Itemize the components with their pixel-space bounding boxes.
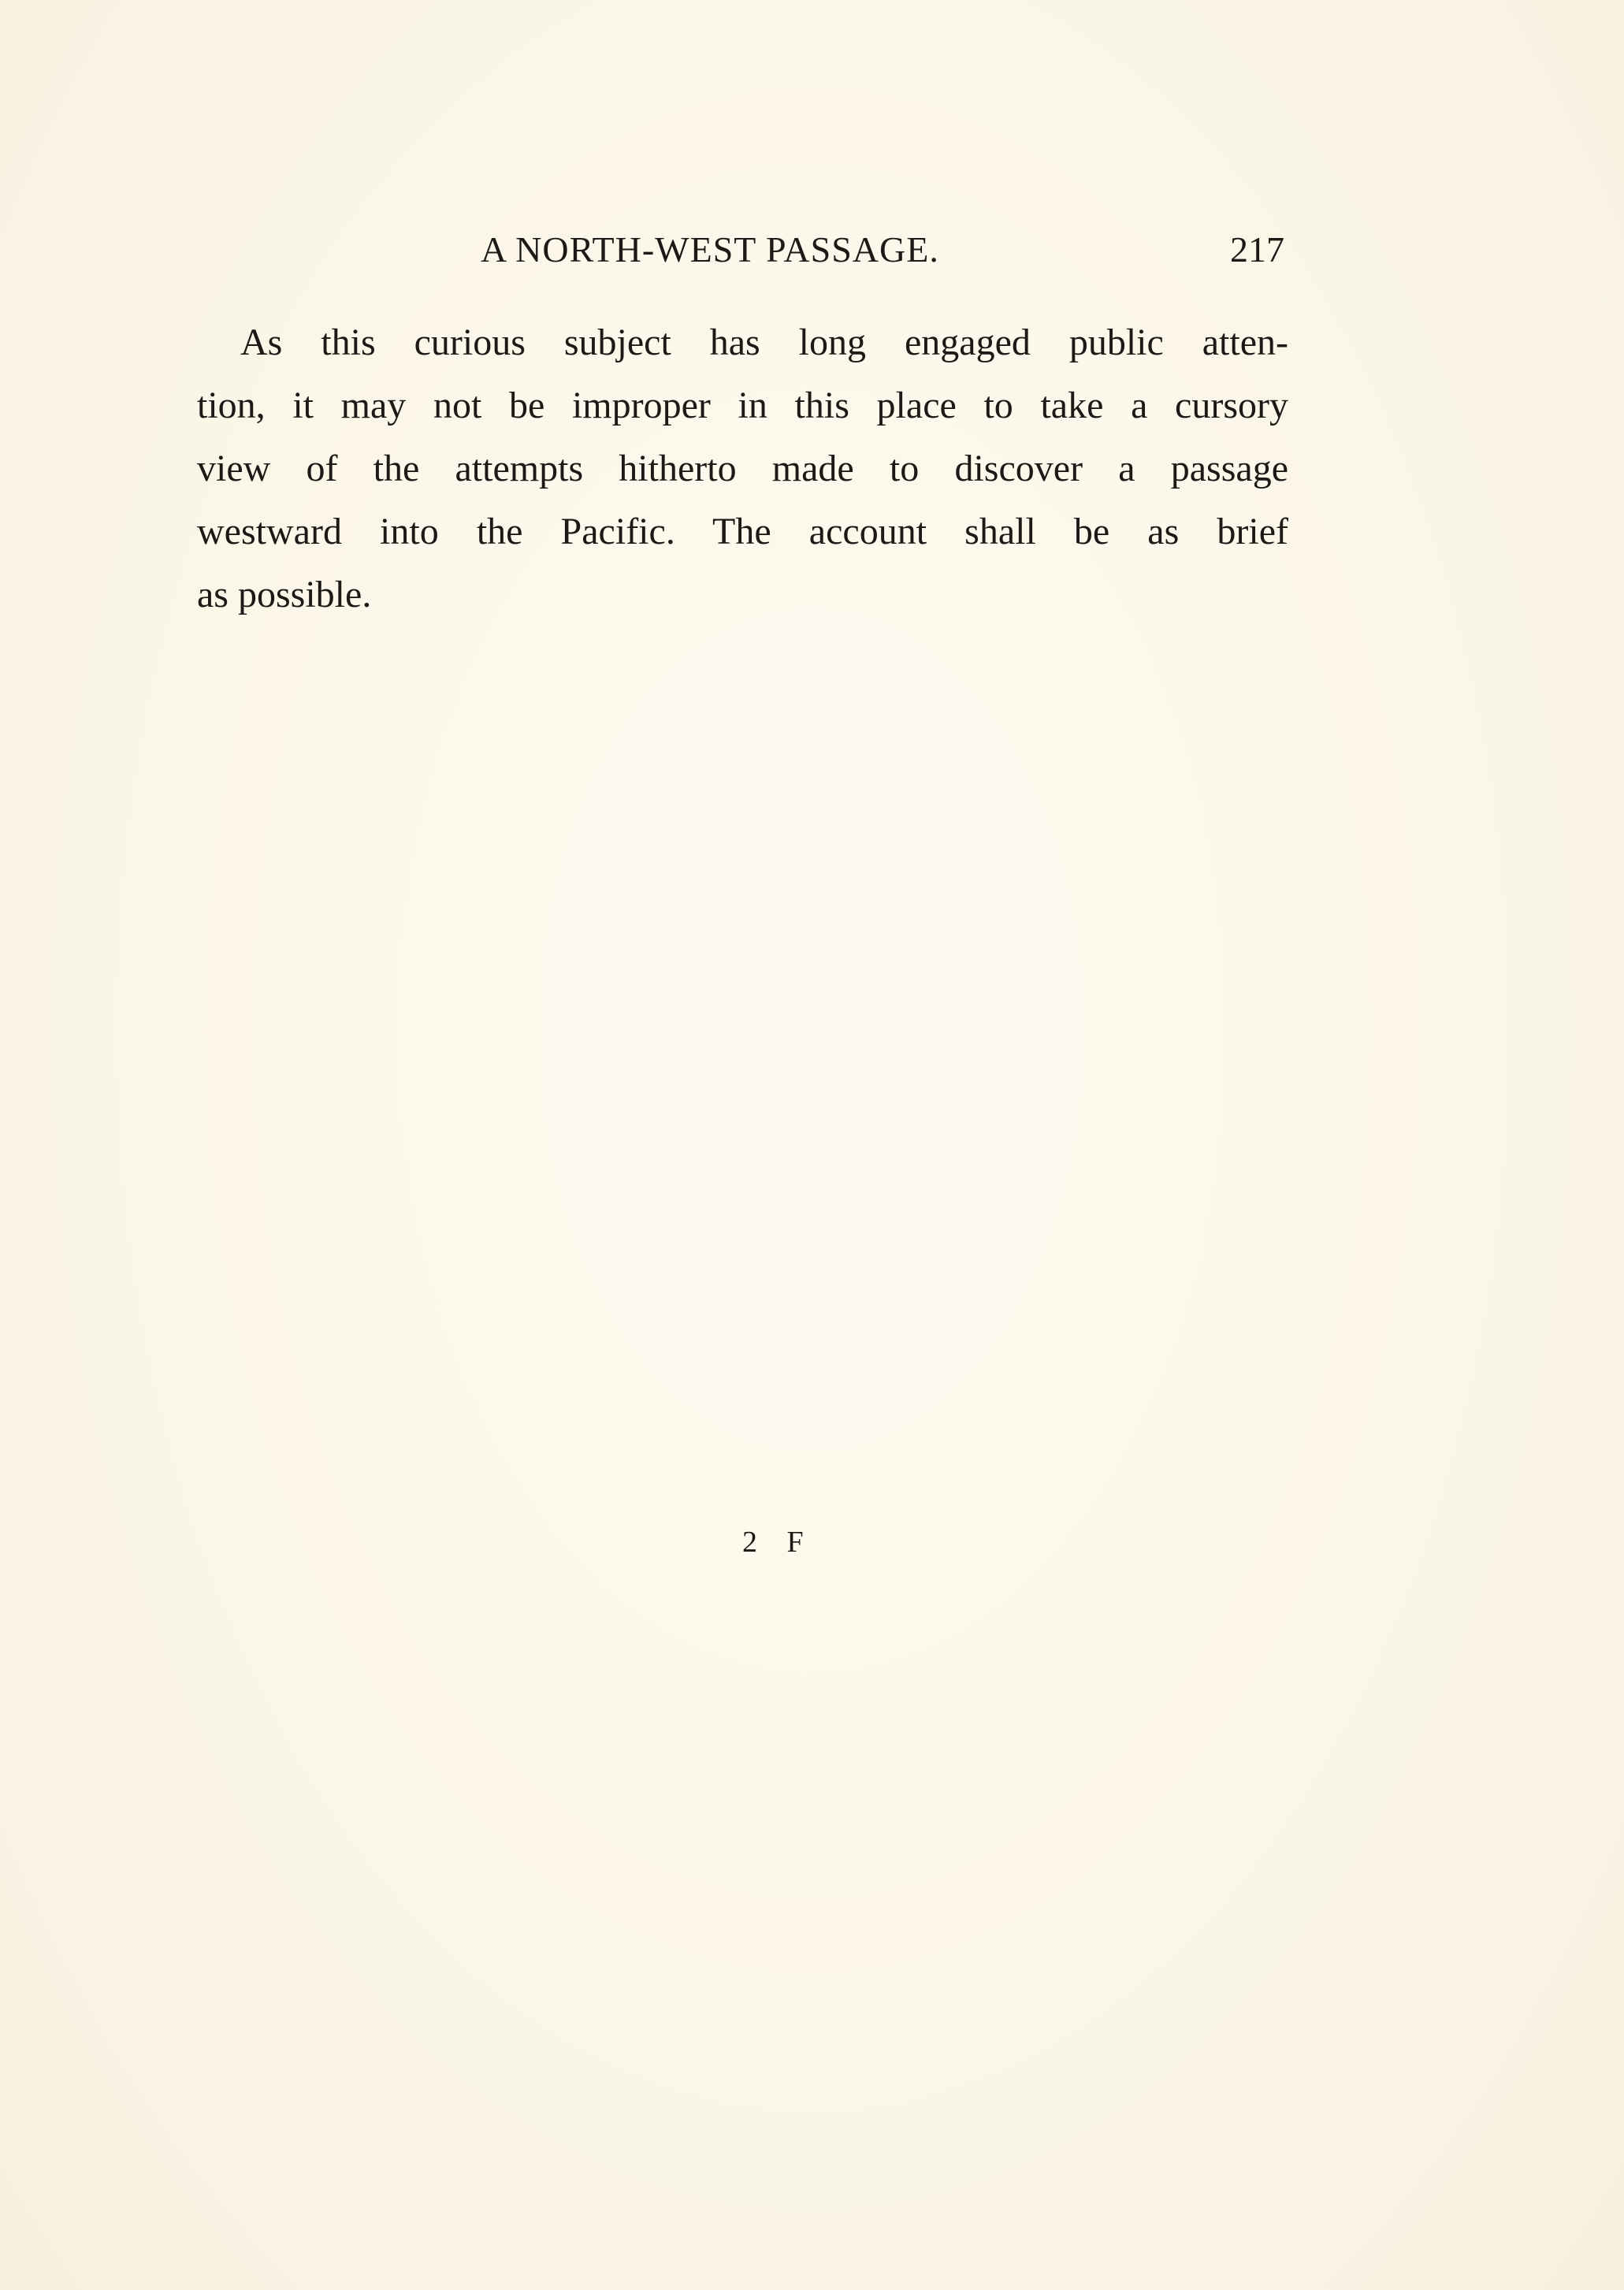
running-head bbox=[197, 229, 1284, 276]
paragraph-line: As this curious subject has long engaged public atten- bbox=[240, 322, 1288, 363]
page-number: 217 bbox=[1230, 229, 1284, 270]
paragraph-line: westward into the Pacific. The account shall be as brief bbox=[197, 511, 1288, 552]
body-paragraph bbox=[197, 311, 1288, 626]
paragraph-line: as possible. bbox=[197, 574, 372, 615]
paragraph-line: tion, it may not be improper in this place to take a cursory bbox=[197, 385, 1288, 426]
signature-mark-visible: 2 F bbox=[742, 1526, 815, 1559]
running-title: A NORTH-WEST PASSAGE. bbox=[481, 229, 939, 270]
paragraph-line: view of the attempts hitherto made to discover a passage bbox=[197, 448, 1288, 489]
